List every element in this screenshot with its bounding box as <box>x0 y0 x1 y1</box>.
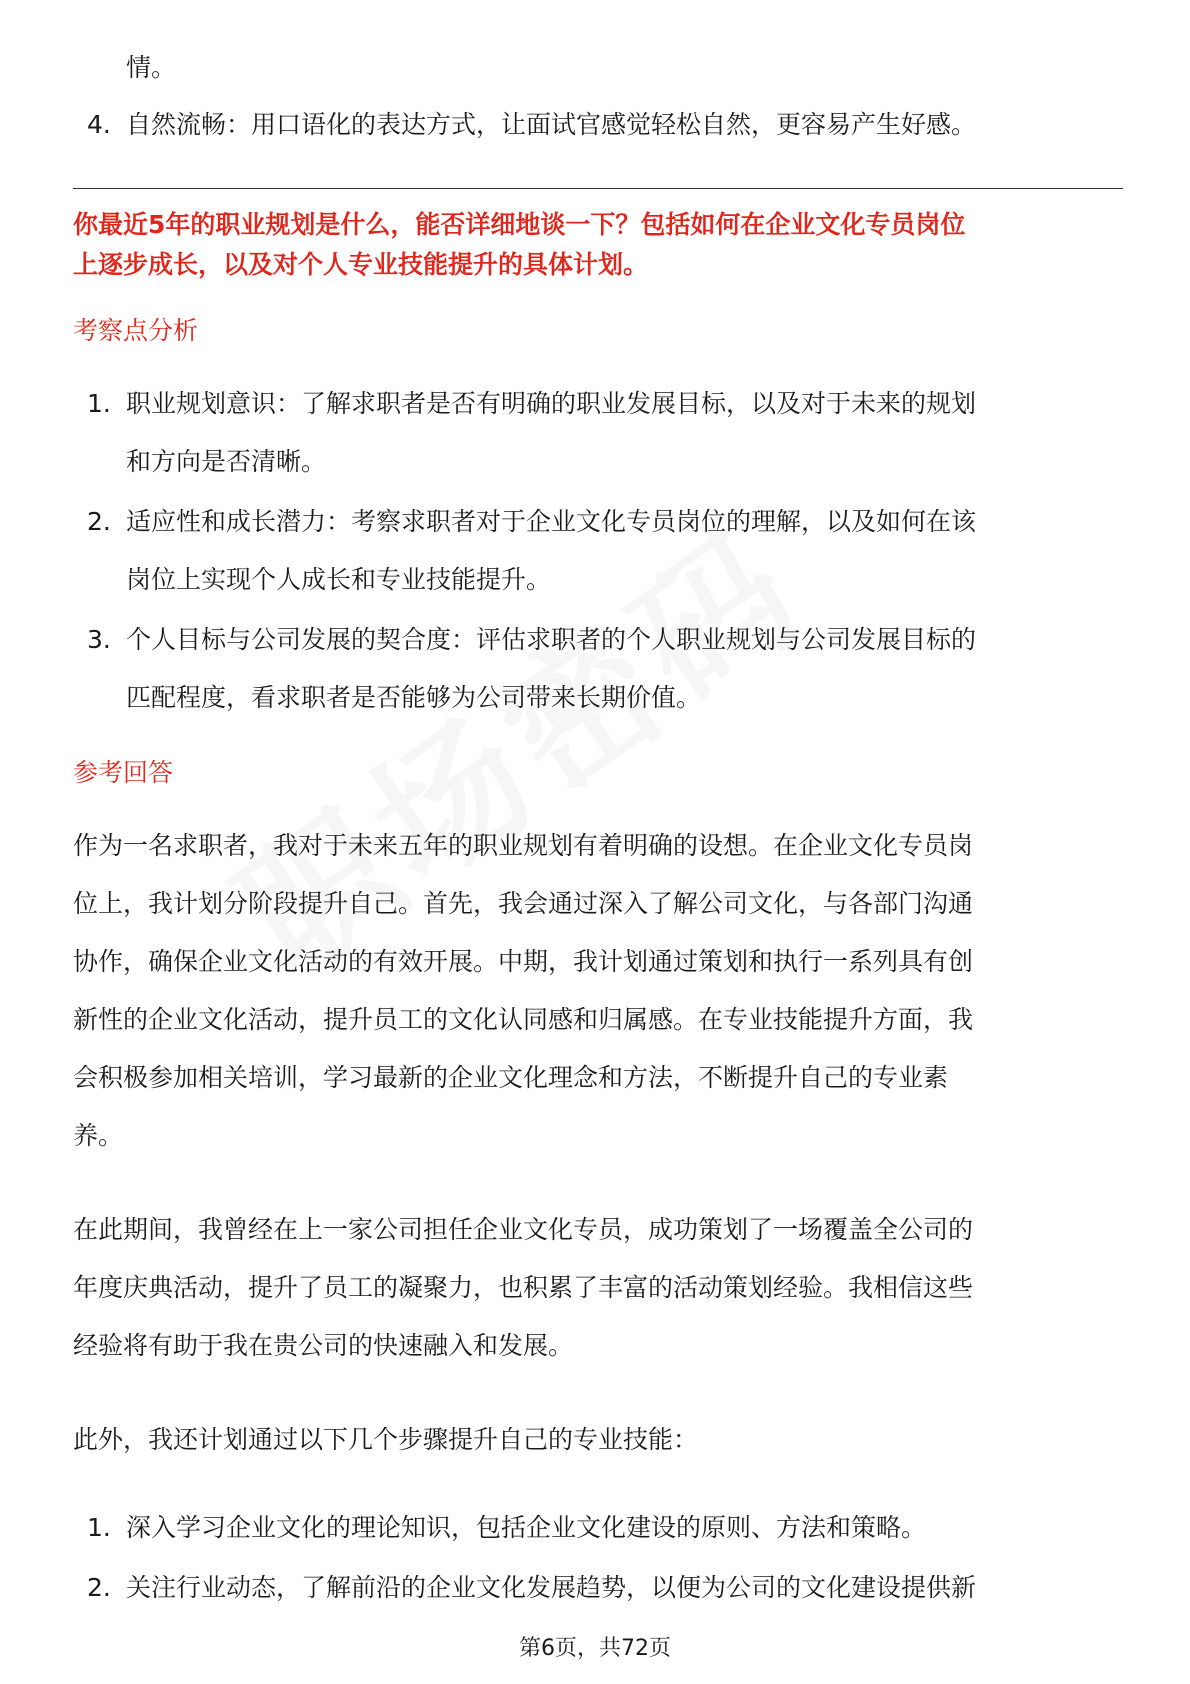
list-number: 2. <box>87 507 111 536</box>
list-text: 深入学习企业文化的理论知识，包括企业文化建设的原则、方法和策略。 <box>126 1513 927 1542</box>
paragraph-line: 会积极参加相关培训，学习最新的企业文化理念和方法，不断提升自己的专业素 <box>73 1063 949 1092</box>
paragraph-line: 新性的企业文化活动，提升员工的文化认同感和归属感。在专业技能提升方面，我 <box>73 1005 974 1034</box>
paragraph-line: 养。 <box>73 1121 124 1150</box>
list-text: 职业规划意识：了解求职者是否有明确的职业发展目标，以及对于未来的规划 <box>126 389 977 418</box>
list-number: 1. <box>87 1513 111 1542</box>
answer-paragraph <box>73 1411 1123 1469</box>
paragraph-line: 协作，确保企业文化活动的有效开展。中期，我计划通过策划和执行一系列具有创 <box>73 947 974 976</box>
page-number: 第6页，共72页 <box>519 1636 671 1661</box>
steps-list <box>73 1499 1123 1617</box>
list-text: 自然流畅：用口语化的表达方式，让面试官感觉轻松自然，更容易产生好感。 <box>126 110 977 139</box>
list-text: 和方向是否清晰。 <box>126 447 327 476</box>
question-heading <box>73 205 1123 285</box>
list-text: 匹配程度，看求职者是否能够为公司带来长期价值。 <box>126 683 702 712</box>
paragraph-line: 在此期间，我曾经在上一家公司担任企业文化专员，成功策划了一场覆盖全公司的 <box>73 1215 974 1244</box>
list-item <box>73 1499 1123 1557</box>
paragraph-line: 此外，我还计划通过以下几个步骤提升自己的专业技能： <box>73 1425 699 1454</box>
question-line: 上逐步成长，以及对个人专业技能提升的具体计划。 <box>73 250 649 279</box>
list-text: 岗位上实现个人成长和专业技能提升。 <box>126 565 552 594</box>
list-number: 1. <box>87 389 111 418</box>
list-number: 3. <box>87 625 111 654</box>
list-item <box>73 1559 1123 1617</box>
list-text: 个人目标与公司发展的契合度：评估求职者的个人职业规划与公司发展目标的 <box>126 625 977 654</box>
paragraph-line: 作为一名求职者，我对于未来五年的职业规划有着明确的设想。在企业文化专员岗 <box>73 831 974 860</box>
list-text: 关注行业动态，了解前沿的企业文化发展趋势，以便为公司的文化建设提供新 <box>126 1573 977 1602</box>
question-line: 你最近5年的职业规划是什么，能否详细地谈一下？包括如何在企业文化专员岗位 <box>73 210 966 239</box>
list-number: 2. <box>87 1573 111 1602</box>
analysis-list <box>73 375 1123 727</box>
answer-paragraph <box>73 817 1123 1165</box>
answer-title: 参考回答 <box>73 758 174 787</box>
list-number: 4. <box>87 110 111 139</box>
divider <box>73 188 1123 189</box>
answer-paragraph <box>73 1201 1123 1375</box>
continuation-text: 情。 <box>126 53 177 82</box>
paragraph-line: 年度庆典活动，提升了员工的凝聚力，也积累了丰富的活动策划经验。我相信这些 <box>73 1273 974 1302</box>
paragraph-line: 位上，我计划分阶段提升自己。首先，我会通过深入了解公司文化，与各部门沟通 <box>73 889 974 918</box>
list-item <box>73 493 1123 609</box>
previous-list <box>73 96 1123 154</box>
page-content <box>73 40 1123 1619</box>
list-text: 适应性和成长潜力：考察求职者对于企业文化专员岗位的理解，以及如何在该 <box>126 507 977 536</box>
analysis-title: 考察点分析 <box>73 316 199 345</box>
list-item <box>73 611 1123 727</box>
list-item <box>73 375 1123 491</box>
list-item <box>73 96 1123 154</box>
paragraph-line: 经验将有助于我在贵公司的快速融入和发展。 <box>73 1331 574 1360</box>
